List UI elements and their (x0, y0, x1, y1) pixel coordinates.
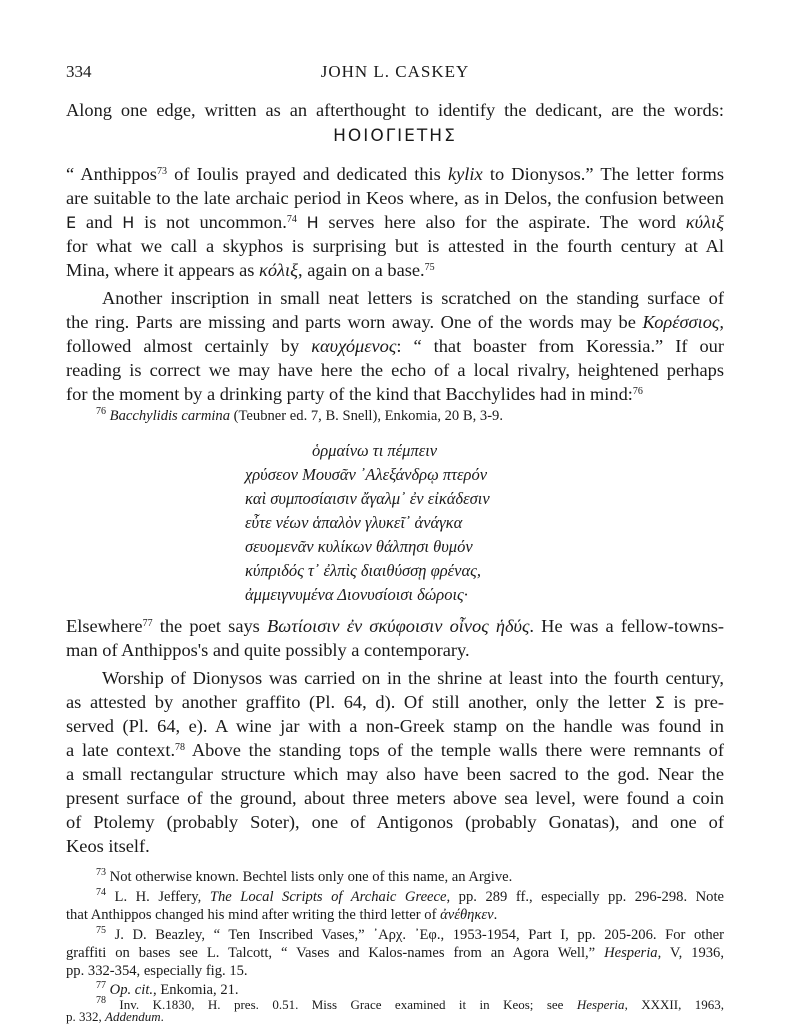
text: to Dionysos.” The letter forms (482, 164, 724, 184)
letter-glyph: H (122, 213, 135, 232)
paragraph-line (66, 258, 724, 282)
paragraph-line: Worship of Dionysos was carried on in the shrine at least into the fourth century, (102, 668, 724, 688)
paragraph-line: for what we call a skyphos is surprising but is attested in the fourth century at Al (66, 236, 724, 256)
greek-word: Κορέσσιος, (642, 312, 724, 332)
paragraph-line: reading is correct we may have here the echo of a local rivalry, heightened perhaps (66, 360, 724, 380)
text: Above the standing tops of the temple walls there were remnants of (185, 740, 724, 760)
running-title: JOHN L. CASKEY (320, 62, 470, 81)
text: that Anthippos changed his mind after writing the third letter of (66, 907, 441, 923)
paragraph-line (66, 738, 724, 762)
paragraph-line (66, 614, 724, 638)
verse-line: χρύσεον Μουσᾶν ᾿Αλεξάνδρῳ πτερόν (245, 465, 488, 484)
greek-word: καυχόμενος (311, 336, 397, 356)
italic-journal: Hesperia (604, 945, 658, 961)
greek-phrase: Βωτίοισιν ἐν σκύφοισιν οἶνος ἡδύς (267, 616, 530, 636)
paragraph-line: a small rectangular structure which may also have been sacred to the god. Near the (66, 764, 724, 784)
text: p. 332, (66, 1009, 105, 1024)
text: Not otherwise known. Bechtel lists only one of this name, an Argive. (106, 869, 513, 885)
text: of Ioulis prayed and dedicated this (166, 164, 448, 184)
italic-title: The Local Scripts of Archaic Greece (209, 889, 447, 905)
footnote-ref: 76 (632, 386, 643, 397)
paragraph-line (66, 690, 724, 715)
text: . (493, 907, 498, 923)
text: a late context. (66, 740, 176, 760)
paragraph-line (66, 334, 724, 358)
text: , XXXII, 1963, (624, 997, 724, 1012)
paragraph-line (66, 162, 724, 186)
running-header (66, 62, 724, 86)
footnote-78-cont (66, 1011, 724, 1023)
text: , pp. 289 ff., especially pp. 296-298. Note (446, 889, 724, 905)
greek-word: κύλιξ (685, 212, 725, 232)
footnote-number: 74 (96, 887, 106, 898)
footnote-number: 77 (96, 980, 106, 991)
verse-line: καὶ συμποσίαισιν ἄγαλμ᾿ ἐν εἰκάδεσιν (245, 489, 490, 508)
text: . He was a fellow-towns- (529, 616, 724, 636)
text: and (76, 212, 123, 232)
greek-word: κόλιξ (259, 260, 299, 280)
footnote-75-cont2: pp. 332-354, especially fig. 15. (66, 963, 248, 979)
verse-line: εὖτε νέων ἁπαλὸν γλυκεῖ᾿ ἀνάγκα (245, 513, 463, 532)
footnote-74-cont (66, 906, 724, 924)
paragraph-line: served (Pl. 64, e). A wine jar with a non-Greek stamp on the handle was found in (66, 716, 724, 736)
intro-line: Along one edge, written as an afterthought to identify the dedicant, are the words: (66, 100, 724, 120)
footnote-73 (96, 868, 724, 886)
text: as attested by another graffito (Pl. 64, d). Of still another, only the letter (66, 692, 655, 712)
paragraph-line (66, 382, 724, 406)
text: serves here also for the aspirate. The word (318, 212, 686, 232)
text: the ring. Parts are missing and parts worn away. One of the words may be (66, 312, 643, 332)
footnote-ref: 74 (286, 214, 297, 225)
letter-glyph: Σ (654, 693, 665, 712)
greek-word: ἀνέθηκεν (440, 907, 494, 923)
text: Inv. K.1830, H. pres. 0.51. Miss Grace examined it in Keos; see (106, 997, 577, 1012)
paragraph-line (66, 310, 724, 334)
paragraph-line: Another inscription in small neat letters is scratched on the standing surface of (102, 288, 724, 308)
footnote-number: 78 (96, 995, 106, 1006)
text: , 1953-1954, Part I, pp. 205-206. For other (440, 927, 724, 943)
verse-line: ἀμμειγνυμένα Διονυσίοισι δώροις· (245, 585, 468, 604)
footnote-number: 73 (96, 867, 106, 878)
text: the poet says (152, 616, 267, 636)
text: is not uncommon. (134, 212, 287, 232)
footnote-number: 76 (96, 406, 106, 417)
text: . (160, 1009, 164, 1024)
footnote-76 (96, 407, 724, 425)
footnote-number: 75 (96, 925, 106, 936)
italic-title: Bacchylidis carmina (109, 408, 231, 424)
text: Mina, where it appears as (66, 260, 260, 280)
text: Elsewhere (66, 616, 143, 636)
text: graffiti on bases see L. Talcott, “ Vases and Kalos-names from an Agora Well,” (66, 945, 605, 961)
paragraph-line: are suitable to the late archaic period in Keos where, as in Delos, the confusion between (66, 188, 724, 208)
paragraph-line: Keos itself. (66, 836, 150, 856)
text: , V, 1936, (657, 945, 724, 961)
footnote-ref: 77 (142, 618, 153, 629)
text: : “ that boaster from Koressia.” If our (396, 336, 725, 356)
letter-glyph: E (66, 213, 77, 232)
footnote-74 (96, 888, 724, 906)
inscription: ΗΟΙΟΓΙΕΤΗΣ (333, 126, 457, 146)
page-number: 334 (66, 62, 92, 81)
text: “ Anthippos (66, 164, 157, 184)
italic-journal: Hesperia (576, 997, 625, 1012)
text: for the moment by a drinking party of the kind that Bacchylides had in mind: (66, 384, 633, 404)
text: is pre- (664, 692, 724, 712)
text: , again on a base. (298, 260, 425, 280)
footnote-75 (96, 926, 724, 944)
text: J. D. Beazley, “ Ten Inscribed Vases,” (106, 927, 374, 943)
footnote-ref: 73 (156, 166, 167, 177)
text: L. H. Jeffery, (106, 889, 210, 905)
letter-glyph: H (306, 213, 319, 232)
italic-term: kylix (447, 164, 483, 184)
text: followed almost certainly by (66, 336, 312, 356)
paragraph-line: of Ptolemy (probably Soter), one of Antigonos (probably Gonatas), and one of (66, 812, 724, 832)
paragraph-line: present surface of the ground, about three meters above sea level, were found a coin (66, 788, 724, 808)
italic-opcit: Op. cit. (109, 982, 154, 998)
paragraph-line (66, 210, 724, 235)
verse-line: ὁρμαίνω τι πέμπειν (312, 441, 438, 460)
text: , Enkomia, 21. (153, 982, 239, 998)
paragraph-line: man of Anthippos's and quite possibly a contemporary. (66, 640, 470, 660)
text: (Teubner ed. 7, B. Snell), Enkomia, 20 B, 3-9. (230, 408, 504, 424)
footnote-75-cont (66, 944, 724, 962)
footnote-ref: 78 (175, 742, 186, 753)
italic-addendum: Addendum (105, 1009, 161, 1024)
verse-line: κύπριδός τ᾿ ἐλπὶς διαιθύσσῃ φρένας, (245, 561, 481, 580)
greek-abbrev: ᾿Αρχ. ᾿Εφ. (373, 927, 441, 943)
footnote-78 (96, 995, 724, 1012)
verse-line: σευομενᾶν κυλίκων θάλπησι θυμόν (245, 537, 473, 556)
footnote-ref: 75 (424, 262, 435, 273)
